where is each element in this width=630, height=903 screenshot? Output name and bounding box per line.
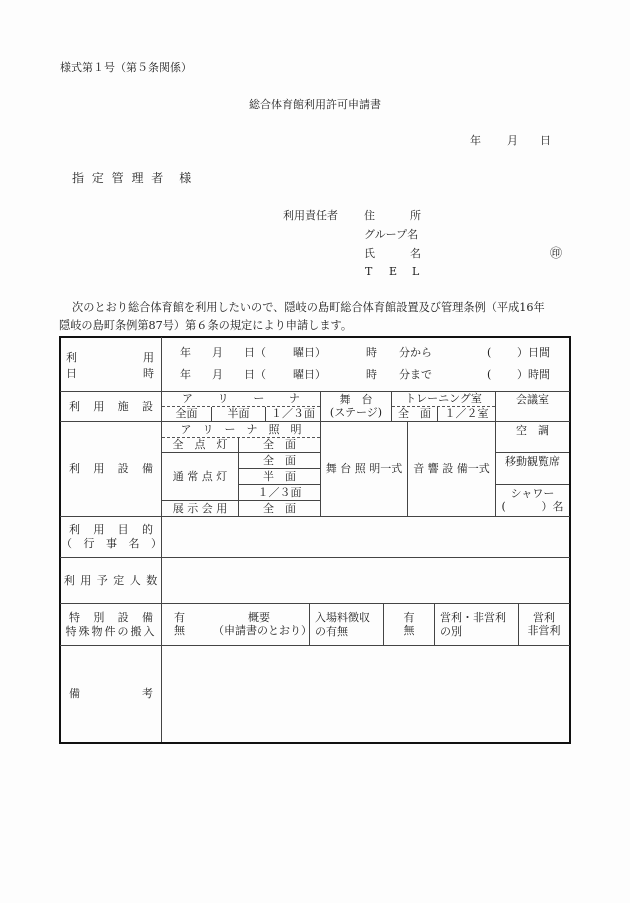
applicant-label: 利用責任者	[283, 209, 338, 222]
start-day-label: 日（	[244, 346, 266, 359]
label-char: 用	[93, 523, 105, 537]
shower-label: シャワー	[510, 487, 555, 501]
label-char: 考	[142, 687, 153, 701]
normal-third-option[interactable]: １／３面	[257, 485, 302, 499]
name-label-a: 氏	[364, 247, 375, 260]
entrance-fee-label	[310, 604, 383, 645]
label-char: 的	[141, 523, 153, 537]
hours-label: ）時間	[517, 368, 550, 381]
intro-line-2: 隠岐の島町条例第87号）第６条の規定により申請します。	[59, 319, 353, 332]
end-year-label: 年	[180, 368, 191, 381]
seal-icon: ㊞	[550, 246, 563, 260]
purpose-sublabel: （ 行 事 名 ）	[61, 537, 166, 550]
date-year: 年	[470, 134, 481, 147]
label-char: ア	[182, 392, 193, 406]
purpose-input[interactable]	[162, 517, 569, 557]
special-equipment-label	[61, 604, 161, 645]
equipment-label	[61, 422, 161, 516]
days-paren-open: (	[487, 346, 492, 359]
label-char: 備	[141, 462, 153, 476]
profit-option[interactable]: 営利	[533, 611, 555, 625]
summary-note: （申請書のとおり）	[213, 624, 312, 637]
usage-datetime-label: 時	[143, 367, 154, 380]
mobile-seats-option[interactable]: 移動観覧席	[505, 455, 560, 469]
end-minute-label: 分まで	[399, 368, 432, 381]
exhibition-full-option[interactable]: 全 面	[263, 501, 296, 515]
days-label: ）日間	[517, 346, 550, 359]
addressee: 指 定 管 理 者 様	[72, 171, 194, 185]
training-room-header: トレーニング室	[405, 392, 482, 406]
label-char: 利	[69, 399, 80, 413]
normal-full-option[interactable]: 全 面	[263, 453, 296, 467]
label-char: 用	[93, 399, 105, 413]
all-lights-label: 全 点 灯	[172, 438, 228, 452]
label-char: 備	[69, 687, 80, 701]
profit-type-label	[435, 604, 518, 645]
special-equipment-sublabel: 特殊物件の搬入	[65, 624, 157, 638]
shower-paren-open: (	[501, 499, 506, 513]
label-char: 設	[141, 399, 153, 413]
profit-type-choice[interactable]	[519, 604, 569, 645]
label-char: 目	[117, 523, 129, 537]
training-full-option[interactable]: 全 面	[398, 407, 431, 421]
attendees-input[interactable]	[162, 558, 569, 603]
table-border-right	[569, 336, 571, 744]
summary-label: 概要	[248, 611, 270, 624]
fee-no-option[interactable]: 無	[403, 623, 415, 637]
entrance-fee-choice[interactable]	[384, 604, 434, 645]
remarks-input[interactable]	[162, 646, 569, 742]
label-char: 備	[141, 610, 153, 624]
stage-label: 舞 台	[339, 392, 373, 406]
label-char: 施	[117, 399, 129, 413]
special-no-option[interactable]: 無	[174, 624, 185, 637]
start-month-label: 月	[212, 346, 223, 359]
arena-half-option[interactable]: 半面	[227, 407, 250, 421]
label-char: 利	[69, 462, 80, 476]
fee-label-line1: 入場料徴収	[315, 610, 370, 624]
special-yes-option[interactable]: 有	[174, 611, 185, 624]
start-weekday-label: 曜日）	[293, 346, 326, 359]
facility-label	[61, 392, 161, 421]
label-char: 別	[93, 610, 105, 624]
end-hour-label: 時	[366, 368, 377, 381]
profit-label-line2: の別	[440, 624, 462, 638]
purpose-label	[61, 517, 166, 557]
arena-header	[162, 392, 320, 406]
tel-label-t: T	[365, 265, 373, 278]
start-year-label: 年	[180, 346, 191, 359]
fee-yes-option[interactable]: 有	[403, 611, 415, 625]
stage-option[interactable]	[321, 392, 391, 421]
normal-lights-label: 通 常 点 灯	[172, 469, 228, 483]
usage-datetime-label: 日	[66, 367, 77, 380]
shower-count-label: ）名	[541, 499, 564, 513]
arena-third-option[interactable]: １／３面	[271, 407, 315, 421]
end-weekday-label: 曜日）	[293, 368, 326, 381]
start-hour-label: 時	[366, 346, 377, 359]
shower-option[interactable]	[496, 485, 569, 516]
label-char: 利	[69, 523, 80, 537]
group-name-label: グループ名	[364, 228, 419, 241]
stage-lighting-option[interactable]: 舞 台 照 明一式	[325, 462, 403, 476]
usage-datetime-label: 利	[66, 351, 77, 364]
label-char: リ	[217, 392, 229, 406]
label-char: 用	[93, 462, 105, 476]
name-label-b: 名	[410, 247, 421, 260]
table-border-top	[59, 336, 571, 338]
page-title: 総合体育館利用許可申請書	[249, 98, 381, 111]
tel-label-l: L	[412, 265, 420, 278]
label-char: 特	[69, 610, 80, 624]
label-char: 設	[117, 462, 129, 476]
date-day: 日	[540, 134, 551, 147]
start-minute-label: 分から	[399, 346, 432, 359]
meeting-room-option[interactable]: 会議室	[516, 392, 549, 406]
end-day-label: 日（	[244, 368, 266, 381]
intro-line-1: 次のとおり総合体育館を利用したいので、隠岐の島町総合体育館設置及び管理条例（平成16年	[72, 301, 545, 314]
usage-datetime-label: 用	[143, 351, 154, 364]
label-char: ー	[253, 392, 265, 406]
address-label-a: 住	[364, 209, 375, 222]
fee-label-line2: の有無	[315, 624, 348, 638]
normal-half-option[interactable]: 半 面	[263, 469, 296, 483]
profit-label-line1: 営利・非営利	[440, 610, 506, 624]
hours-paren-open: (	[487, 368, 492, 381]
tel-label-e: E	[389, 265, 398, 278]
stage-sublabel: (ステージ)	[329, 405, 383, 419]
air-con-option[interactable]: 空 調	[516, 424, 549, 438]
form-number: 様式第１号（第５条関係）	[60, 61, 192, 74]
arena-full-option[interactable]: 全面	[175, 407, 198, 421]
training-half-option[interactable]: １／２室	[444, 407, 489, 421]
exhibition-label: 展 示 会 用	[172, 501, 228, 515]
non-profit-option[interactable]: 非営利	[527, 623, 561, 637]
arena-lighting-header: ア リ ー ナ 照 明	[180, 422, 302, 436]
attendees-label: 利 用 予 定 人 数	[63, 573, 159, 587]
label-char: ナ	[288, 392, 300, 406]
remarks-label	[61, 646, 161, 742]
all-lights-full-option[interactable]: 全 面	[263, 438, 296, 452]
address-label-b: 所	[410, 209, 421, 222]
date-month: 月	[507, 134, 518, 147]
sound-system-option[interactable]: 音 響 設 備一式	[413, 462, 490, 476]
end-month-label: 月	[212, 368, 223, 381]
label-char: 設	[117, 610, 129, 624]
table-border-bottom	[59, 742, 571, 744]
